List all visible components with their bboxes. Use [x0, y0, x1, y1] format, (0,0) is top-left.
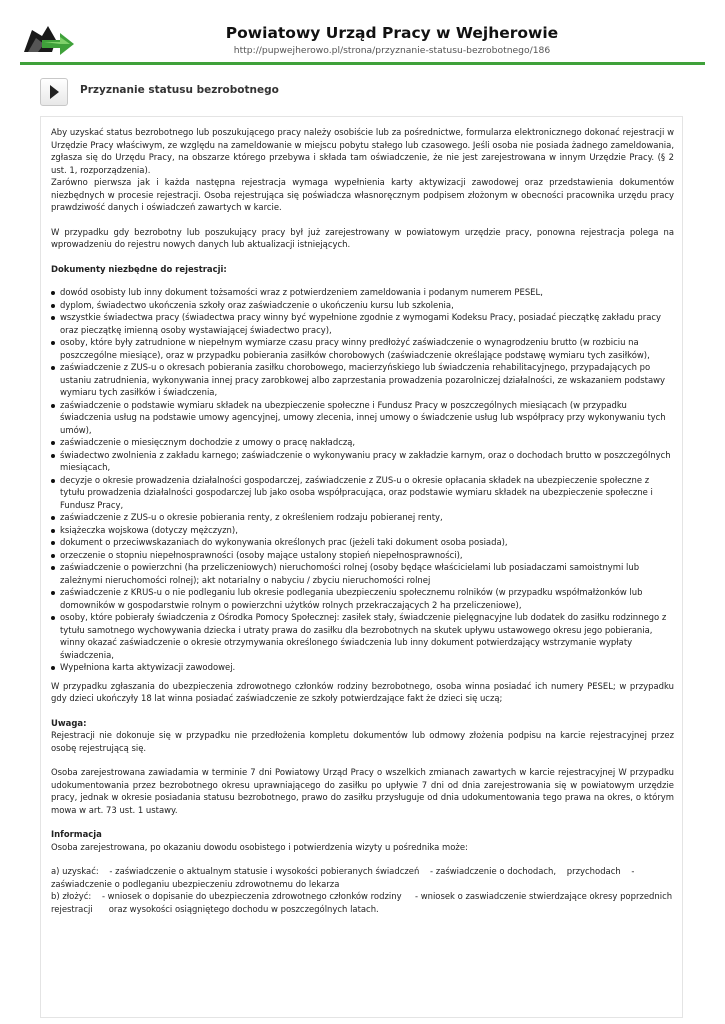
document-item-text: zaświadczenie o miesięcznym dochodzie z umowy o pracę nakładczą,	[60, 437, 356, 447]
page-arrow-icon	[40, 78, 68, 106]
document-list-item	[51, 286, 674, 299]
document-item-text: zaświadczenie o podstawie wymiaru składek na ubezpieczenie społeczne i Fundusz Pracy w poszczególnych miesiącach (w przypadku świadczenia usług na podstawie umowy agencyjnej, umowy zlecenia, innej umowy o świadczenie usług lub współpracy przy wykonywaniu tych umów),	[60, 399, 666, 435]
intro-paragraph: Zarówno pierwsza jak i każda następna rejestracja wymaga wypełnienia karty aktywizacji zawodowej oraz przedstawienia dokumentów niezbędnych w procesie rejestracji. Osoba rejestrująca się poświadcza własnoręcznym podpisem złożonym w obecności pracownika urzędu pracy prawdziwość danych i oświadczeń zawartych w karcie.	[51, 177, 674, 212]
bullet-icon	[51, 616, 55, 620]
document-item-text: świadectwo zwolnienia z zakładu karnego; zaświadczenie o wykonywaniu pracy w zakładzie karnym, oraz o dochodach brutto w poszczególnych miesiącach,	[60, 449, 671, 472]
bullet-icon	[51, 441, 55, 445]
bullet-icon	[51, 304, 55, 308]
bullet-icon	[51, 366, 55, 370]
note-text: Rejestracji nie dokonuje się w przypadku nie przedłożenia kompletu dokumentów lub odmowy złożenia podpisu na karcie rejestracyjnej przez osobę rejestrującą się.	[51, 730, 674, 753]
document-item-text: zaświadczenie z ZUS-u o okresach pobierania zasiłku chorobowego, macierzyńskiego lub świadczenia rehabilitacyjnego, przypadających po ustaniu zatrudnienia, wykonywania innej pracy zarobkowej albo zaprzestania prowadzenia pozarolniczej działalności, ze wskazaniem podstawy wymiaru tych zasiłków i świadczenia,	[60, 362, 666, 397]
family-insurance-paragraph: W przypadku zgłaszania do ubezpieczenia zdrowotnego członków rodziny bezrobotnego, osoba winna posiadać ich numery PESEL; w przypadku gdy dzieci ukończyły 18 lat winna posiadać zaświadczenie ze szkoły potwierdzające fakt że dzieci się uczą;	[51, 680, 674, 703]
document-list-item	[51, 611, 674, 661]
document-item-text: zaświadczenie z KRUS-u o nie podleganiu lub okresie podlegania ubezpieczeniu społecznemu rolników (w przypadku współmałżonków lub domowników w gospodarstwie rolnym o powierzchni użytków rolnych przekraczających 2 ha przeliczeniowe),	[60, 587, 643, 610]
page-heading	[40, 78, 680, 108]
document-list-item	[51, 586, 674, 611]
document-item-text: zaświadczenie o powierzchni (ha przeliczeniowych) nieruchomości rolnej (osoby będące właścicielami lub posiadaczami samoistnymi lub zależnymi nieruchomości rolnej); akt notarialny o nabyciu / zbyciu nieruchomości rolnej	[60, 562, 640, 585]
document-item-text: osoby, które pobierały świadczenia z Ośrodka Pomocy Społecznej: zasiłek stały, świadczenie pielęgnacyjne lub dodatek do zasiłku rodzinnego z tytułu samotnego wychowywania dziecka i utraty prawa do zasiłku dla bezrobotnych na skutek upływu ustawowego okresu jego pobierania, winny okazać zaświadczenie o okresie otrzymywania określonego świadczenia lub inny dokument potwierdzający wstrzymanie wypłaty świadczenia,	[60, 612, 667, 660]
bullet-icon	[51, 454, 55, 458]
documents-heading: Dokumenty niezbędne do rejestracji:	[51, 263, 227, 274]
bullet-icon	[51, 566, 55, 570]
bullet-icon	[51, 341, 55, 345]
document-list-item	[51, 361, 674, 399]
bullet-icon	[51, 479, 55, 483]
page-url: http://pupwejherowo.pl/strona/przyznanie-statusu-bezrobotnego/186	[233, 45, 551, 56]
bullet-icon	[51, 554, 55, 558]
document-item-text: osoby, które były zatrudnione w niepełnym wymiarze czasu pracy winny predłożyć zaświadczenie o wynagrodzeniu brutto (w rozbiciu na poszczególne miesiące), oraz w przypadku pobierania zasiłków chorobowych (zaświadczenie określające podstawę wymiaru tych zasiłków),	[60, 337, 650, 360]
page-title: Przyznanie statusu bezrobotnego	[80, 84, 279, 96]
information-option-b: b) złożyć: - wniosek o dopisanie do ubezpieczenia zdrowotnego członków rodziny - wniosek o zaswiadczenie stwierdzające okresy poprzednich rejestracji oraz wysokości osiągniętego dochodu w poszczególnych latach.	[51, 891, 675, 914]
document-list-item	[51, 536, 674, 549]
information-option-a: a) uzyskać: - zaświadczenie o aktualnym statusie i wysokości pobieranych świadczeń - zaświadczenie o dochodach, przychodach - zaświadczenie o podleganiu ubezpieczeniu zdrowotnemu do lekarza	[51, 866, 638, 889]
bullet-icon	[51, 591, 55, 595]
document-item-text: książeczka wojskowa (dotyczy mężczyzn),	[60, 524, 238, 535]
bullet-icon	[51, 316, 55, 320]
document-list-item	[51, 311, 674, 336]
document-list-item	[51, 661, 674, 674]
document-list-item	[51, 511, 674, 524]
document-list-item	[51, 336, 674, 361]
document-item-text: wszystkie świadectwa pracy (świadectwa pracy winny być wypełnione zgodnie z wymogami Kodeksu Pracy, posiadać pieczątkę zakładu pracy oraz pieczątkę imienną osoby wystawiającej świadectwo pracy),	[60, 312, 662, 335]
bullet-icon	[51, 291, 55, 295]
document-item-text: orzeczenie o stopniu niepełnosprawności (osoby mające ustalony stopień niepełnosprawności),	[60, 549, 463, 560]
document-list-item	[51, 399, 674, 437]
bullet-icon	[51, 541, 55, 545]
office-logo-icon[interactable]	[22, 22, 76, 56]
information-text: Osoba zarejestrowana, po okazaniu dowodu osobistego i potwierdzenia wizyty u pośrednika może:	[51, 841, 468, 852]
note-heading: Uwaga:	[51, 717, 87, 728]
article-body	[40, 116, 683, 1018]
document-item-text: decyzje o okresie prowadzenia działalności gospodarczej, zaświadczenie z ZUS-u o okresie opłacania składek na ubezpieczenie społeczne z tytułu prowadzenia działalności gospodarczej lub jako osoba współpracująca, oraz podstawie wymiaru składek na ubezpieczenie społeczne i Fundusz Pracy,	[60, 474, 653, 510]
reregistration-paragraph: W przypadku gdy bezrobotny lub poszukujący pracy był już zarejestrowany w powiatowym urzędzie pracy, ponowna rejestracja polega na wprowadzeniu do rejestru nowych danych lub aktualizacji istniejących.	[51, 226, 674, 249]
bullet-icon	[51, 404, 55, 408]
intro-paragraph: Aby uzyskać status bezrobotnego lub poszukującego pracy należy osobiście lub za pośrednictwe, formularza elektronicznego dokonać rejestracji w Urzędzie Pracy właściwym, ze względu na zameldowanie w miejscu pobytu stałego lub czasowego. Jeśli osoba nie posiada żadnego zameldowania, zgłasza się do Urzędu Pracy, na obszarze którego przebywa i składa tam oświadczenie, że nie jest zarejestrowana w innym Urzędzie Pracy. (§ 2 ust. 1, rozporządzenia).	[51, 127, 674, 175]
site-header	[0, 0, 725, 66]
document-item-text: dokument o przeciwwskazaniach do wykonywania określonych prac (jeżeli taki dokument osoba posiada),	[60, 537, 508, 547]
document-item-text: zaświadczenie z ZUS-u o okresie pobierania renty, z określeniem rodzaju pobieranej renty,	[60, 512, 443, 522]
obligation-paragraph: Osoba zarejestrowana zawiadamia w terminie 7 dni Powiatowy Urząd Pracy o wszelkich zmianach zawartych w karcie rejestracyjnej W przypadku udokumentowania przez bezrobotnego okresu uprawniającego do zasiłku po upływie 7 dni od dnia zarejestrowania się w powiatowym urzędzie pracy, jednak w okresie posiadania statusu bezrobotnego, prawo do zasiłku przysługuje od dnia udokumentowania tego prawa na okres, o którym mowa w art. 73 ust. 1 ustawy.	[51, 767, 674, 815]
information-heading: Informacja	[51, 829, 102, 839]
document-list-item	[51, 299, 674, 312]
document-list-item	[51, 436, 674, 449]
document-list-item	[51, 474, 674, 512]
documents-list	[51, 286, 674, 674]
document-list-item	[51, 549, 674, 562]
document-item-text: Wypełniona karta aktywizacji zawodowej.	[60, 662, 236, 672]
header-divider	[20, 62, 705, 65]
document-list-item	[51, 524, 674, 537]
bullet-icon	[51, 516, 55, 520]
document-item-text: dowód osobisty lub inny dokument tożsamości wraz z potwierdzeniem zameldowania i podanym numerem PESEL,	[60, 287, 543, 297]
document-item-text: dyplom, świadectwo ukończenia szkoły oraz zaświadczenie o ukończeniu kursu lub szkolenia,	[60, 299, 454, 310]
bullet-icon	[51, 529, 55, 533]
document-list-item	[51, 561, 674, 586]
document-list-item	[51, 449, 674, 474]
bullet-icon	[51, 666, 55, 670]
site-title[interactable]: Powiatowy Urząd Pracy w Wejherowie	[225, 24, 559, 42]
